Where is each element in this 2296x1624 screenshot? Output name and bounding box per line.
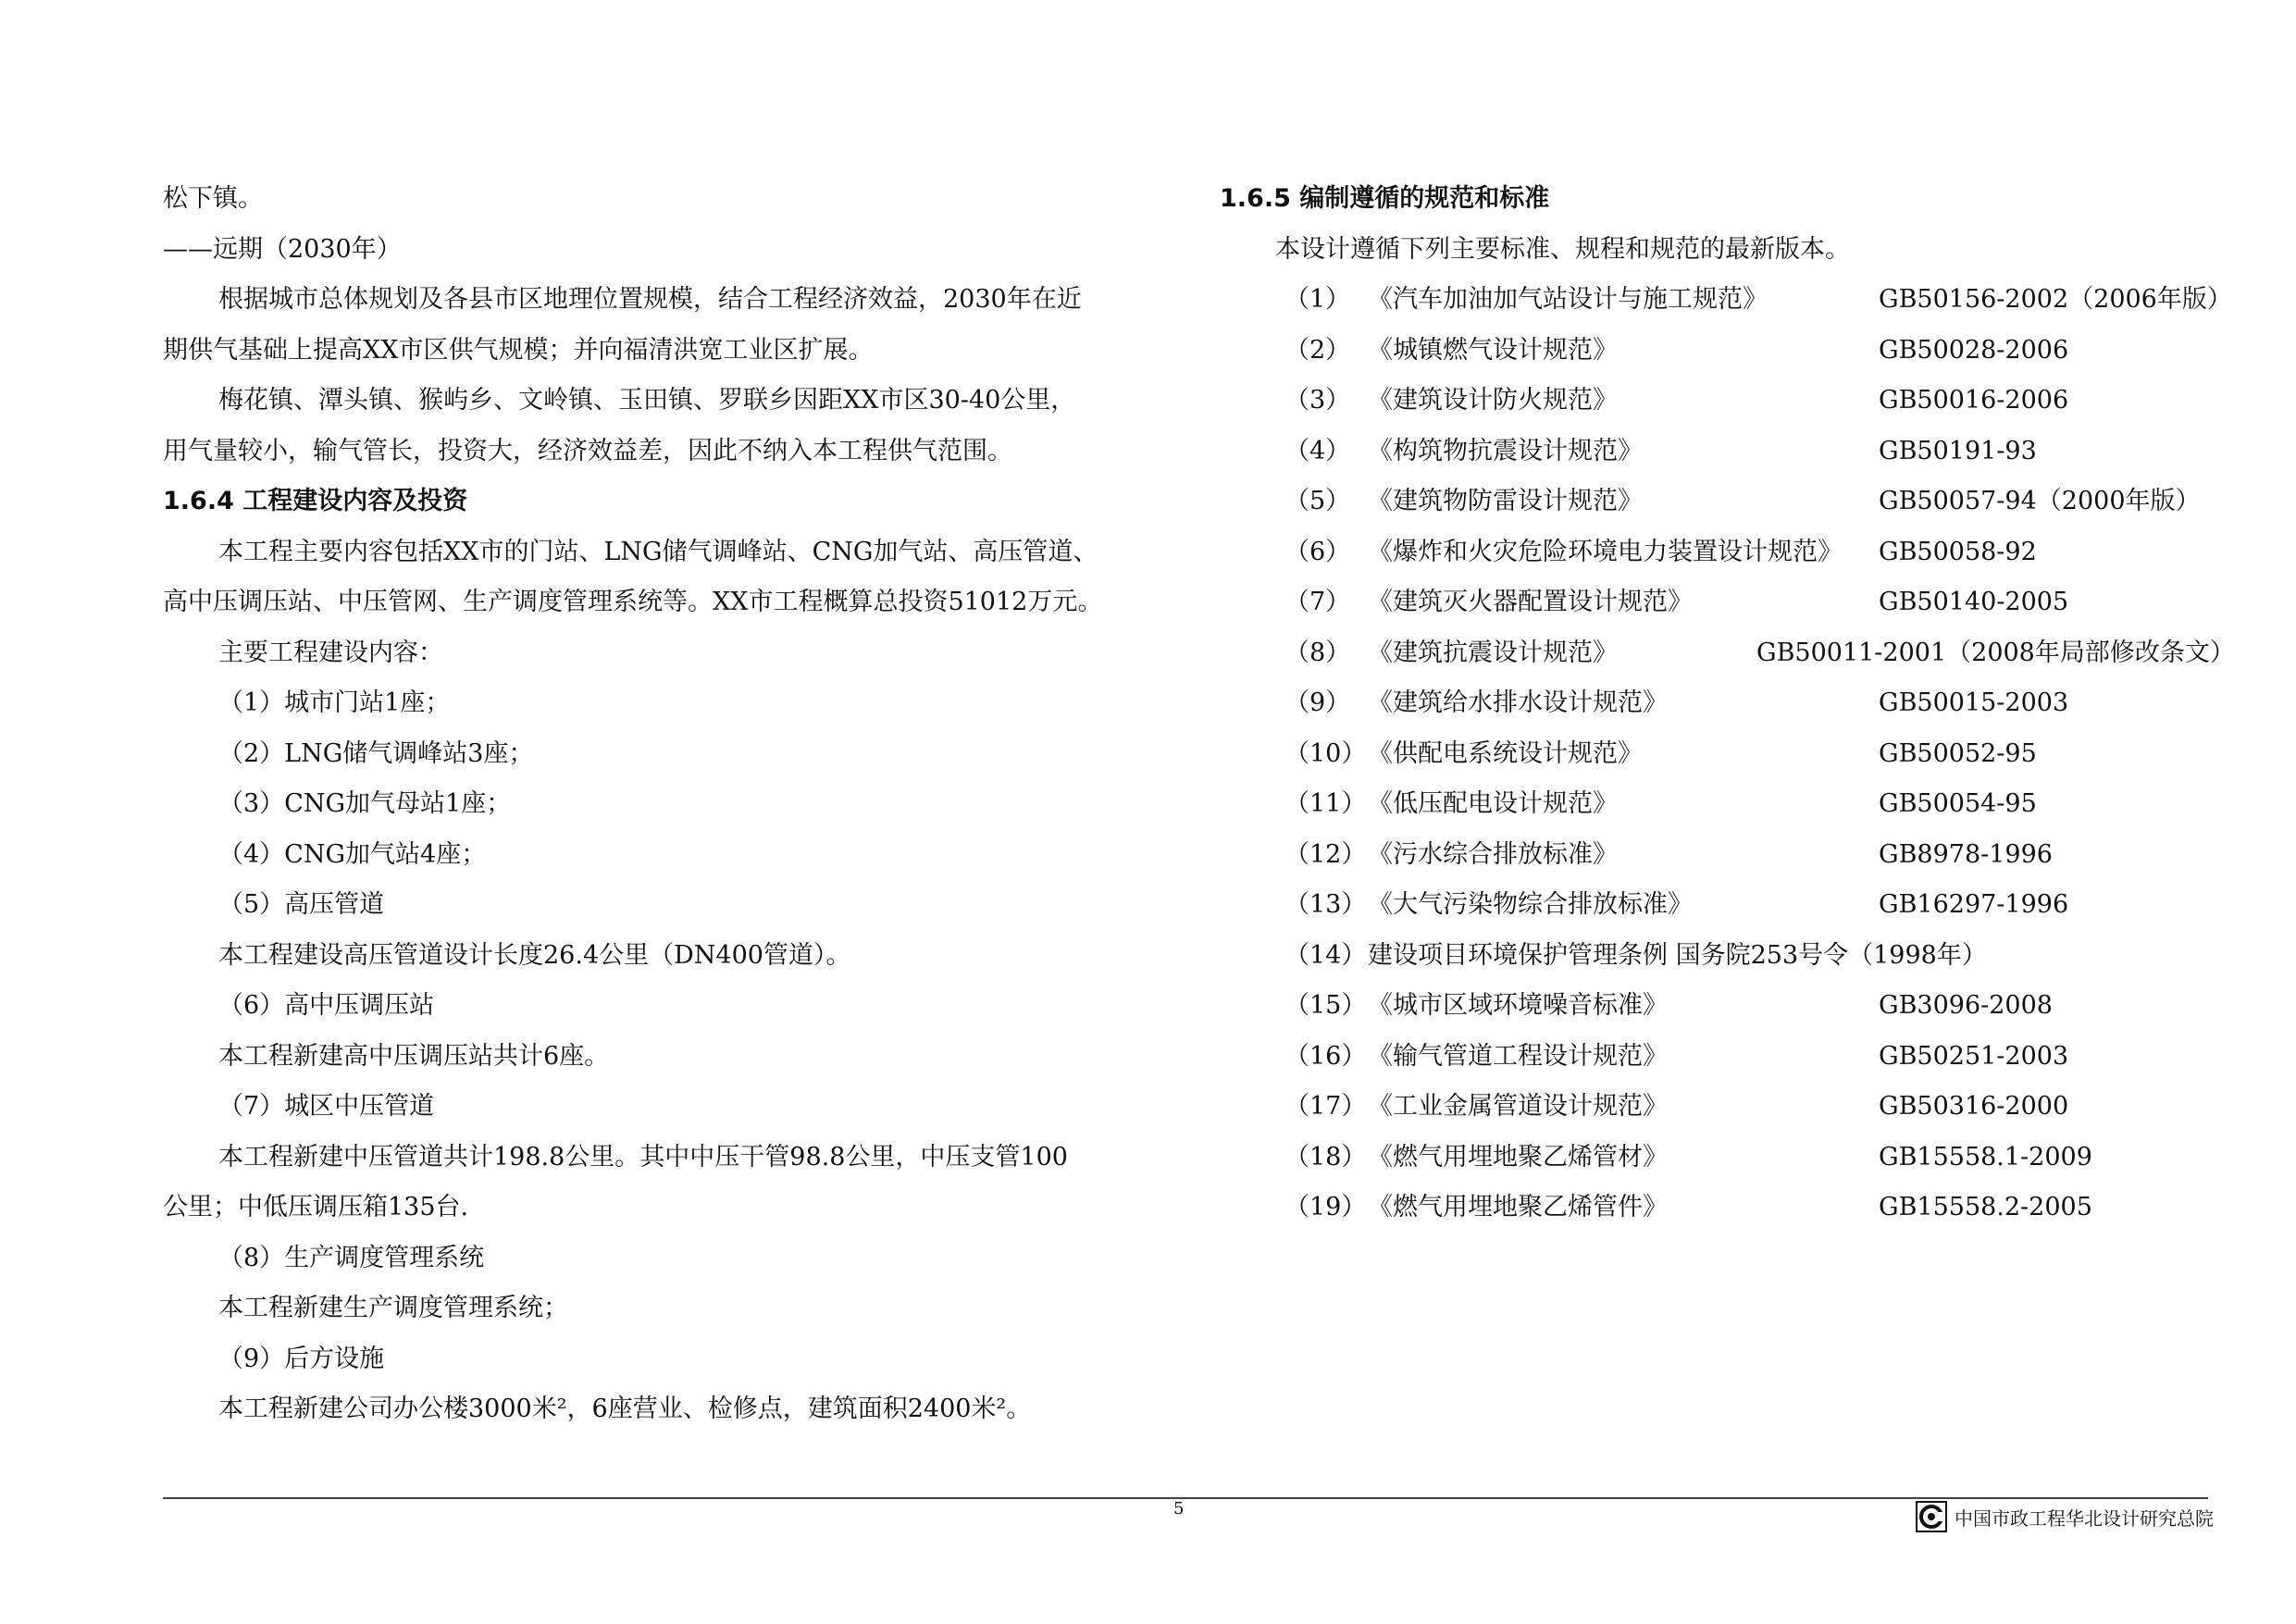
standard-title: 《大气污染物综合排放标准》 bbox=[1368, 890, 1693, 919]
standard-title: 《输气管道工程设计规范》 bbox=[1368, 1041, 1668, 1071]
paragraph-line: （5）高压管道 bbox=[218, 890, 385, 919]
standard-code: GB50054-95 bbox=[1879, 789, 2037, 818]
standard-number: （14） bbox=[1285, 940, 1367, 970]
paragraph-line: 松下镇。 bbox=[163, 184, 263, 213]
standard-title: 《建筑设计防火规范》 bbox=[1368, 386, 1618, 415]
standard-code: GB50058-92 bbox=[1879, 537, 2037, 566]
paragraph-line: 本工程建设高压管道设计长度26.4公里（DN400管道）。 bbox=[218, 940, 851, 970]
standard-title: 《供配电系统设计规范》 bbox=[1368, 738, 1643, 768]
standard-number: （17） bbox=[1285, 1092, 1367, 1121]
standard-code: GB50156-2002（2006年版） bbox=[1879, 285, 2232, 314]
standard-row bbox=[1220, 830, 2219, 881]
standard-title: 《低压配电设计规范》 bbox=[1368, 789, 1618, 818]
standard-number: （5） bbox=[1285, 487, 1351, 515]
standard-code: GB50015-2003 bbox=[1879, 688, 2069, 717]
standard-title: 《燃气用埋地聚乙烯管材》 bbox=[1368, 1142, 1668, 1172]
paragraph-line: （6）高中压调压站 bbox=[218, 991, 435, 1020]
paragraph-line: （3）CNG加气母站1座； bbox=[218, 789, 512, 818]
standard-number: （16） bbox=[1285, 1041, 1367, 1071]
standard-number: （7） bbox=[1285, 588, 1351, 616]
standard-code: GB50028-2006 bbox=[1879, 335, 2069, 365]
paragraph-line: （1）城市门站1座； bbox=[218, 688, 451, 717]
standard-row bbox=[1220, 527, 2219, 578]
standard-title: 《构筑物抗震设计规范》 bbox=[1368, 436, 1643, 465]
footer-divider bbox=[163, 1497, 2208, 1499]
right-column bbox=[1220, 174, 2235, 1233]
standard-title: 《爆炸和火灾危险环境电力装置设计规范》 bbox=[1368, 537, 1843, 566]
standard-row bbox=[1220, 477, 2219, 527]
paragraph-line: （8）生产调度管理系统 bbox=[218, 1243, 485, 1272]
standard-title: 《建筑物防雷设计规范》 bbox=[1368, 487, 1643, 515]
standard-title: 《建筑抗震设计规范》 bbox=[1368, 638, 1618, 667]
standard-number: （19） bbox=[1285, 1193, 1367, 1221]
standard-row bbox=[1220, 1082, 2219, 1133]
standards-intro: 本设计遵循下列主要标准、规程和规范的最新版本。 bbox=[1275, 234, 1850, 264]
paragraph-line: 本工程新建生产调度管理系统； bbox=[218, 1294, 568, 1322]
standard-row bbox=[1220, 577, 2219, 628]
standard-number: （2） bbox=[1285, 335, 1351, 365]
standard-code: GB8978-1996 bbox=[1879, 839, 2053, 869]
standard-title: 《城市区域环境噪音标准》 bbox=[1368, 991, 1668, 1020]
standard-number: （15） bbox=[1285, 991, 1367, 1020]
paragraph-line: 用气量较小，输气管长，投资大，经济效益差，因此不纳入本工程供气范围。 bbox=[163, 436, 1012, 465]
standard-number: （10） bbox=[1285, 738, 1367, 768]
organization-name: 中国市政工程华北设计研究总院 bbox=[1955, 1506, 2214, 1530]
standard-row bbox=[1220, 1183, 2219, 1233]
standard-number: （11） bbox=[1285, 789, 1367, 818]
standard-number: （4） bbox=[1285, 436, 1351, 465]
standard-row bbox=[1220, 1032, 2219, 1083]
standard-title: 《汽车加油加气站设计与施工规范》 bbox=[1368, 285, 1768, 314]
standard-title: 建设项目环境保护管理条例 国务院253号令（1998年） bbox=[1368, 940, 1987, 970]
paragraph-line: 本工程新建公司办公楼3000米²，6座营业、检修点，建筑面积2400米²。 bbox=[218, 1395, 1032, 1423]
standard-title: 《建筑给水排水设计规范》 bbox=[1368, 688, 1668, 717]
standard-code: GB50251-2003 bbox=[1879, 1041, 2069, 1071]
standard-code: GB15558.2-2005 bbox=[1879, 1193, 2092, 1221]
paragraph-line: 高中压调压站、中压管网、生产调度管理系统等。XX市工程概算总投资51012万元。 bbox=[163, 588, 1103, 616]
paragraph-line: （2）LNG储气调峰站3座； bbox=[218, 738, 534, 768]
standard-row bbox=[1220, 427, 2219, 477]
standard-row bbox=[1220, 779, 2219, 830]
standard-title: 《燃气用埋地聚乙烯管件》 bbox=[1368, 1193, 1668, 1221]
paragraph-line: 期供气基础上提高XX市区供气规模；并向福清洪宽工业区扩展。 bbox=[163, 335, 874, 365]
standard-number: （1） bbox=[1285, 285, 1351, 314]
page-number: 5 bbox=[1173, 1499, 1185, 1519]
standard-row bbox=[1220, 326, 2219, 377]
paragraph-line: 本工程新建中压管道共计198.8公里。其中中压干管98.8公里，中压支管100 bbox=[218, 1142, 1068, 1172]
standard-number: （13） bbox=[1285, 890, 1367, 919]
paragraph-line: 根据城市总体规划及各县市区地理位置规模，结合工程经济效益，2030年在近 bbox=[218, 285, 1082, 314]
standard-row bbox=[1220, 628, 2235, 679]
standard-code: GB50016-2006 bbox=[1879, 386, 2069, 415]
paragraph-line: 梅花镇、潭头镇、猴屿乡、文岭镇、玉田镇、罗联乡因距XX市区30-40公里， bbox=[218, 386, 1076, 415]
standard-title: 《建筑灭火器配置设计规范》 bbox=[1368, 588, 1693, 616]
standard-row bbox=[1220, 275, 2232, 326]
paragraph-line: ——远期（2030年） bbox=[163, 234, 402, 264]
footer-organization bbox=[1916, 1501, 2214, 1532]
standard-row bbox=[1220, 931, 2219, 982]
standard-row bbox=[1220, 678, 2219, 729]
standard-row bbox=[1220, 729, 2219, 780]
standard-title: 《工业金属管道设计规范》 bbox=[1368, 1092, 1668, 1121]
standard-row bbox=[1220, 376, 2219, 427]
section-heading-standards: 1.6.5 编制遵循的规范和标准 bbox=[1220, 184, 1550, 213]
institute-logo-icon bbox=[1916, 1501, 1947, 1532]
paragraph-line: 公里；中低压调压箱135台. bbox=[163, 1193, 469, 1221]
standard-number: （6） bbox=[1285, 537, 1351, 566]
standard-code: GB50316-2000 bbox=[1879, 1092, 2069, 1121]
left-column bbox=[163, 174, 1153, 1435]
standard-code: GB50052-95 bbox=[1879, 738, 2037, 768]
standard-row bbox=[1220, 1133, 2219, 1184]
standard-code: GB50191-93 bbox=[1879, 436, 2037, 465]
standard-row bbox=[1220, 880, 2219, 931]
paragraph-line: 主要工程建设内容： bbox=[218, 638, 443, 667]
standard-title: 《城镇燃气设计规范》 bbox=[1368, 335, 1618, 365]
standard-code: GB16297-1996 bbox=[1879, 890, 2069, 919]
paragraph-line: （9）后方设施 bbox=[218, 1344, 385, 1373]
paragraph-line: （7）城区中压管道 bbox=[218, 1092, 435, 1121]
standard-code: GB50011-2001（2008年局部修改条文） bbox=[1756, 638, 2235, 667]
standard-title: 《污水综合排放标准》 bbox=[1368, 839, 1618, 869]
paragraph-line: 本工程新建高中压调压站共计6座。 bbox=[218, 1041, 610, 1071]
standard-number: （18） bbox=[1285, 1142, 1367, 1172]
standard-code: GB3096-2008 bbox=[1879, 991, 2053, 1020]
paragraph-line: 本工程主要内容包括XX市的门站、LNG储气调峰站、CNG加气站、高压管道、 bbox=[218, 537, 1098, 566]
standard-number: （9） bbox=[1285, 688, 1351, 717]
standard-row bbox=[1220, 981, 2219, 1032]
standard-code: GB50140-2005 bbox=[1879, 588, 2069, 616]
standard-number: （12） bbox=[1285, 839, 1367, 869]
standard-code: GB15558.1-2009 bbox=[1879, 1142, 2092, 1172]
standards-list bbox=[1220, 275, 2235, 1233]
standard-number: （8） bbox=[1285, 638, 1351, 667]
paragraph-line: （4）CNG加气站4座； bbox=[218, 839, 487, 869]
section-heading: 1.6.4 工程建设内容及投资 bbox=[163, 487, 468, 515]
standard-code: GB50057-94（2000年版） bbox=[1879, 487, 2201, 515]
standard-number: （3） bbox=[1285, 386, 1351, 415]
